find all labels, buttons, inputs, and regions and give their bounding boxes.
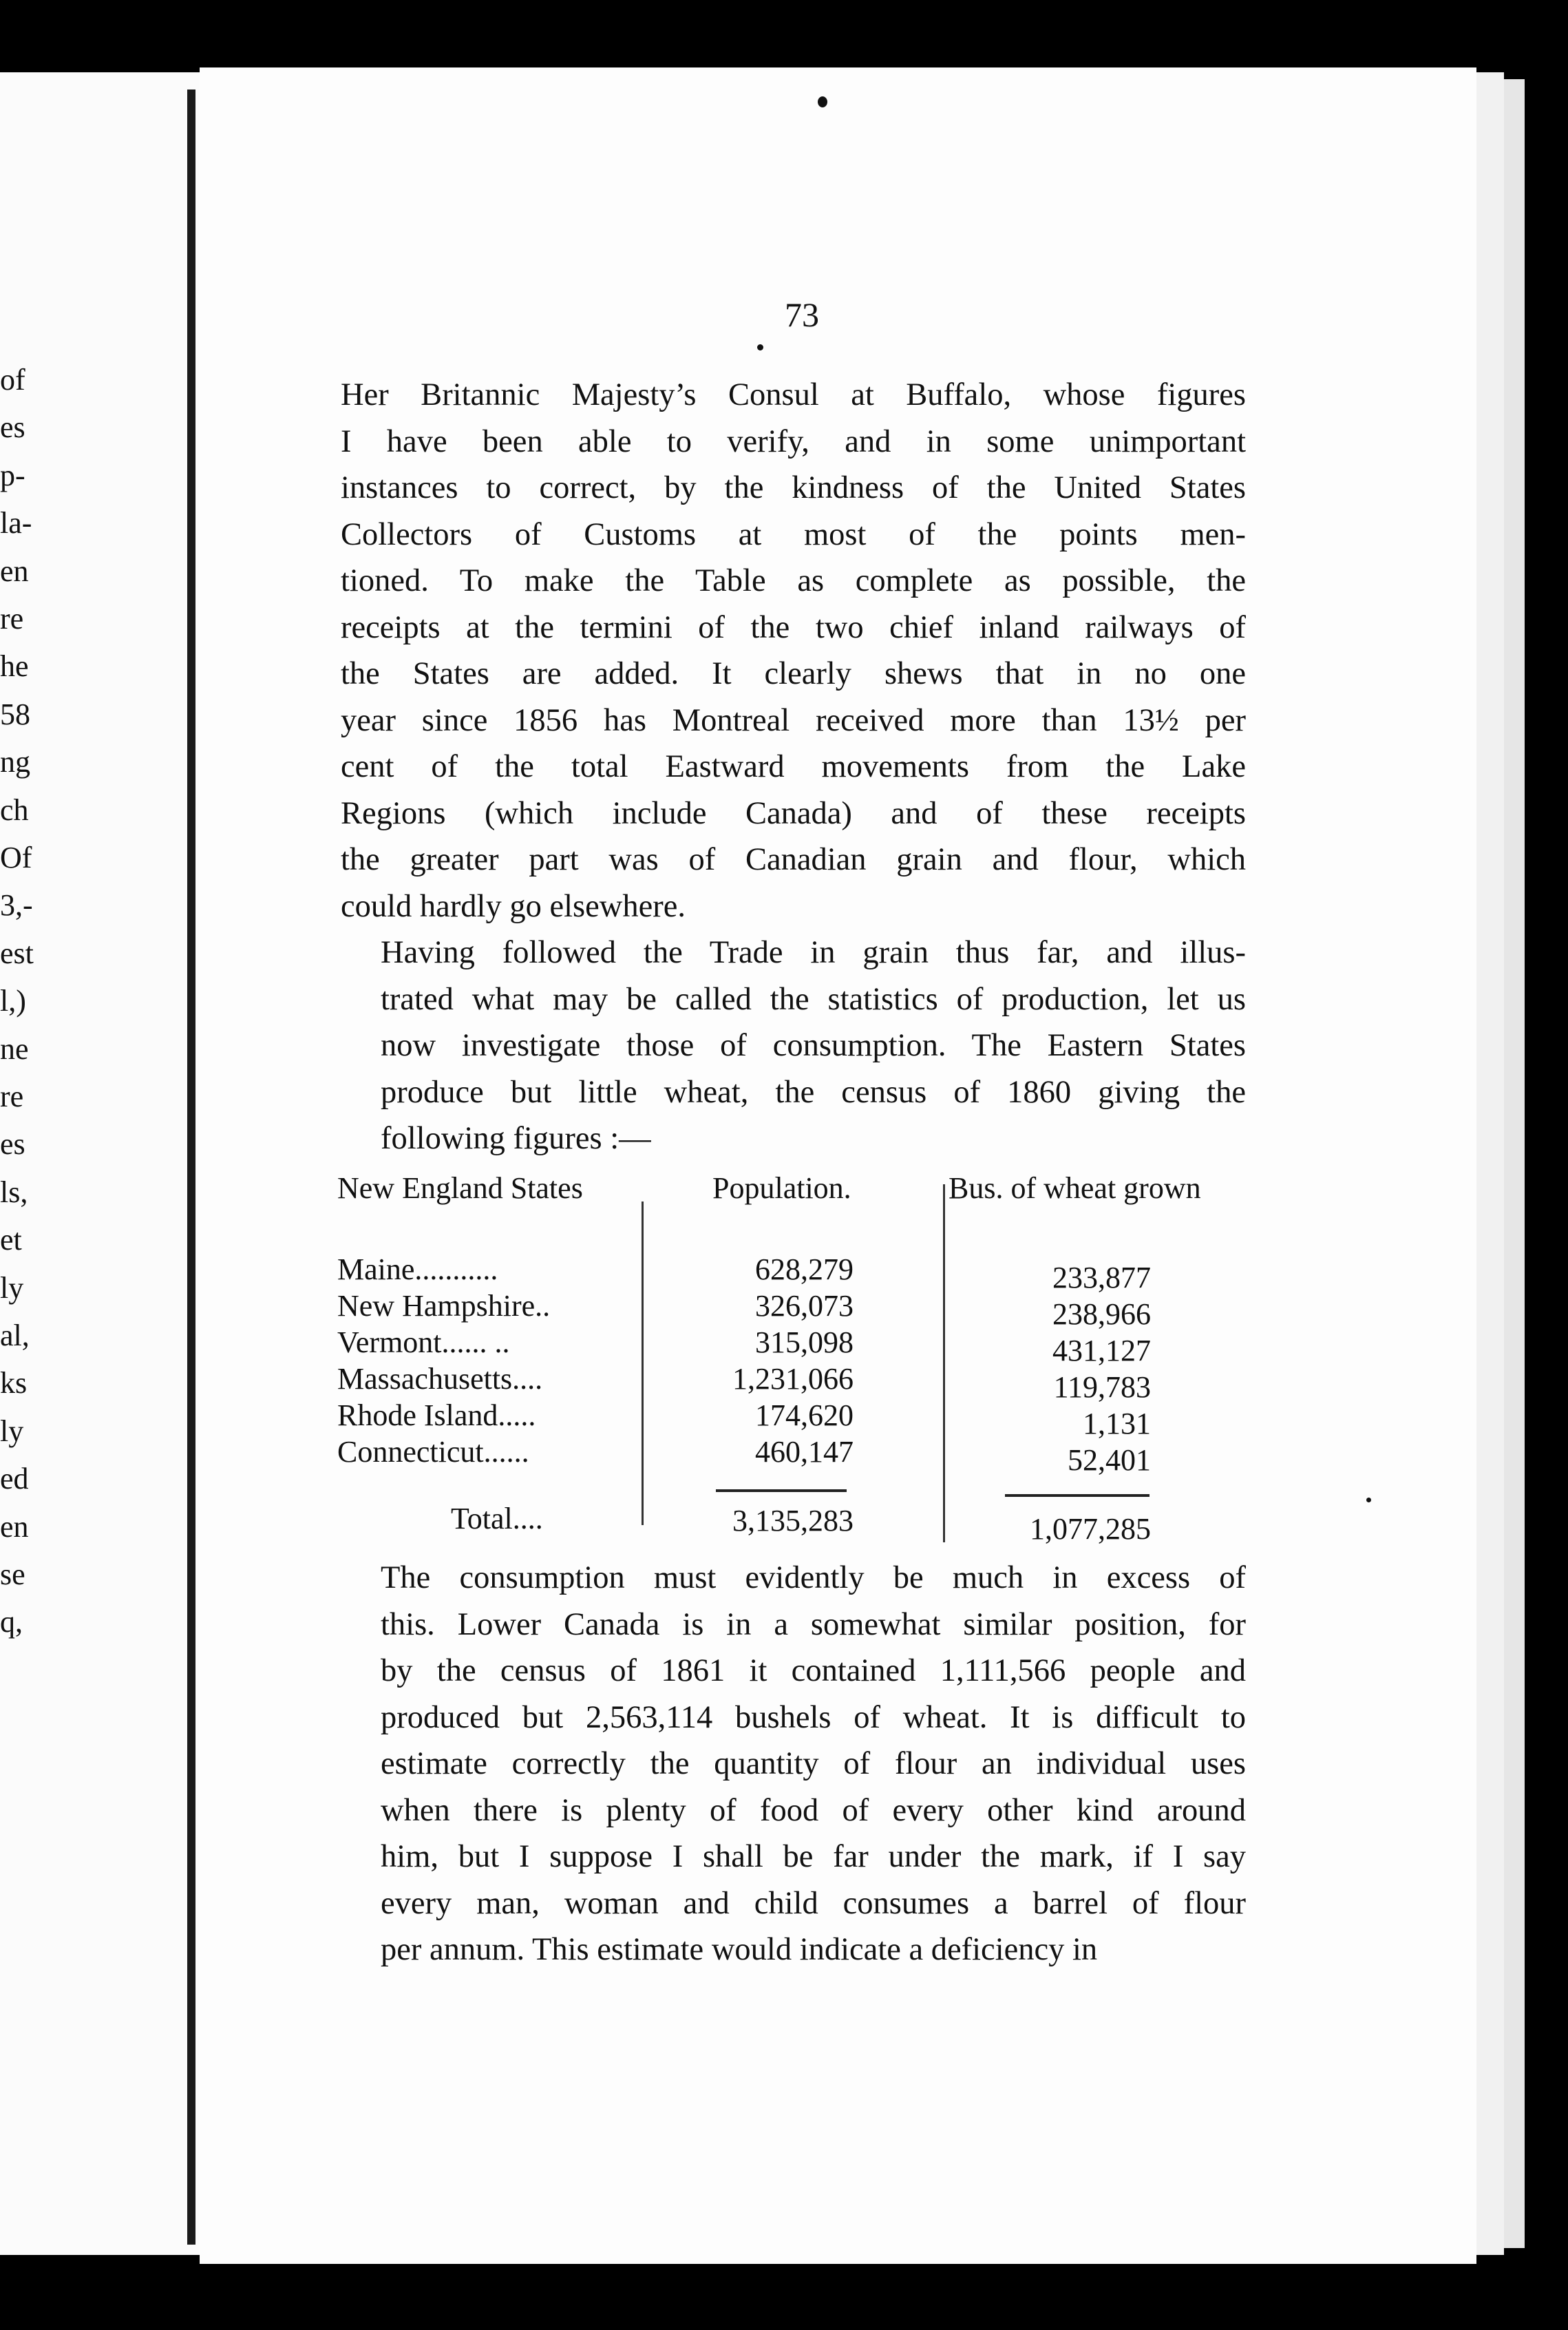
- table-cell-wheat: 52,401: [1068, 1443, 1151, 1477]
- text-line: following figures :—: [381, 1121, 651, 1156]
- paragraph-1-text: [341, 372, 1246, 930]
- table-cell-state: Maine...........: [337, 1252, 498, 1286]
- text-line: the States are added. It clearly shews that in no one: [341, 656, 1246, 691]
- table-cell-state: New Hampshire..: [337, 1289, 551, 1323]
- table-cell-population: 315,098: [755, 1325, 854, 1359]
- table-cell-wheat: 1,131: [1083, 1407, 1151, 1440]
- table-cell-population: 460,147: [755, 1435, 854, 1469]
- margin-fragment: of: [0, 363, 25, 397]
- text-line: Regions (which include Canada) and of these receipts: [341, 795, 1246, 831]
- text-line: instances to correct, by the kindness of the United States: [341, 470, 1246, 505]
- total-label: Total....: [451, 1502, 543, 1535]
- margin-fragment: ls,: [0, 1175, 28, 1209]
- margin-fragment: al,: [0, 1319, 30, 1352]
- table-cell-state: Rhode Island.....: [337, 1398, 536, 1432]
- margin-fragment: est: [0, 936, 34, 970]
- text-line: the greater part was of Canadian grain and flour, which: [341, 842, 1246, 877]
- margin-fragment: en: [0, 554, 29, 588]
- margin-fragment: 58: [0, 697, 30, 731]
- table-cell-state: Vermont...... ..: [337, 1325, 510, 1359]
- page-edge: [1476, 72, 1504, 2255]
- table-cell-wheat: 238,966: [1052, 1297, 1151, 1331]
- table-cell-population: 326,073: [755, 1289, 854, 1323]
- text-line: The consumption must evidently be much in excess of: [381, 1560, 1246, 1595]
- paragraph-2-text: [341, 930, 1246, 1162]
- header-population: Population.: [712, 1171, 851, 1205]
- table-cell-state: Connecticut......: [337, 1435, 529, 1469]
- margin-fragment: l,): [0, 984, 26, 1018]
- margin-fragment: q,: [0, 1605, 23, 1639]
- margin-fragment: en: [0, 1509, 29, 1544]
- text-line: Collectors of Customs at most of the points men-: [341, 516, 1246, 552]
- margin-fragment: ly: [0, 1414, 24, 1448]
- margin-fragment: es: [0, 410, 25, 445]
- wheat-total-rule: [1005, 1494, 1149, 1497]
- text-line: Having followed the Trade in grain thus far, and illus-: [381, 935, 1246, 970]
- paragraph-3-text: [341, 1555, 1246, 1973]
- margin-fragment: et: [0, 1223, 22, 1257]
- table-cell-state: Massachusetts....: [337, 1362, 543, 1396]
- text-line: produced but 2,563,114 bushels of wheat. It is difficult to: [381, 1699, 1246, 1735]
- text-line: I have been able to verify, and in some unimportant: [341, 423, 1246, 459]
- margin-fragment: ks: [0, 1366, 28, 1400]
- population-total-rule: [716, 1489, 847, 1492]
- total-wheat: 1,077,285: [1030, 1512, 1151, 1546]
- page-edge-shadow: [1504, 79, 1525, 2248]
- ink-speck: [757, 344, 763, 350]
- facing-page-fragment: [0, 72, 200, 2255]
- margin-fragment: ne: [0, 1031, 29, 1066]
- ink-speck: [818, 96, 827, 107]
- text-line: receipts at the termini of the two chief inland railways of: [341, 609, 1246, 645]
- total-population: 3,135,283: [732, 1504, 854, 1537]
- header-wheat: Bus. of wheat grown: [949, 1171, 1201, 1205]
- margin-fragment: se: [0, 1557, 25, 1591]
- book-gutter: [187, 90, 195, 2245]
- text-line: trated what may be called the statistics of production, let us: [381, 981, 1246, 1017]
- text-line: by the census of 1861 it contained 1,111,566 people and: [381, 1653, 1246, 1688]
- margin-fragment: la-: [0, 506, 32, 540]
- paragraph-1: [341, 372, 1246, 930]
- text-line: cent of the total Eastward movements from the Lake: [341, 749, 1246, 784]
- margin-fragment: he: [0, 649, 29, 684]
- margin-fragment: 3,-: [0, 888, 33, 923]
- paragraph-3: [341, 1555, 1246, 1973]
- table-cell-wheat: 431,127: [1052, 1334, 1151, 1367]
- text-line: could hardly go elsewhere.: [341, 888, 686, 924]
- text-line: him, but I suppose I shall be far under the mark, if I say: [381, 1839, 1246, 1874]
- margin-fragment: re: [0, 602, 24, 636]
- table-cell-population: 174,620: [755, 1398, 854, 1432]
- table-cell-population: 1,231,066: [732, 1362, 854, 1396]
- text-line: year since 1856 has Montreal received more than 13½ per: [341, 702, 1246, 738]
- text-line: tioned. To make the Table as complete as possible, the: [341, 563, 1246, 598]
- margin-fragment: es: [0, 1127, 25, 1162]
- ink-speck: [1366, 1498, 1371, 1502]
- margin-fragment: ly: [0, 1270, 24, 1305]
- margin-fragment: p-: [0, 458, 25, 492]
- paragraph-2: [341, 930, 1246, 1162]
- text-line: now investigate those of consumption. The Eastern States: [381, 1028, 1246, 1063]
- page-number: 73: [785, 295, 819, 334]
- column-divider: [943, 1184, 945, 1542]
- text-line: produce but little wheat, the census of 1860 giving the: [381, 1074, 1246, 1110]
- text-line: when there is plenty of food of every other kind around: [381, 1792, 1246, 1828]
- table-cell-wheat: 119,783: [1053, 1370, 1151, 1404]
- table-cell-population: 628,279: [755, 1252, 854, 1286]
- text-line: every man, woman and child consumes a barrel of flour: [381, 1885, 1246, 1921]
- column-divider: [642, 1201, 644, 1525]
- margin-fragment: ch: [0, 793, 29, 827]
- text-line: this. Lower Canada is in a somewhat similar position, for: [381, 1606, 1246, 1642]
- table-cell-wheat: 233,877: [1052, 1261, 1151, 1294]
- text-line: estimate correctly the quantity of flour an individual uses: [381, 1746, 1246, 1781]
- margin-fragment: Of: [0, 841, 32, 874]
- margin-fragment: ed: [0, 1462, 29, 1496]
- margin-fragment: ng: [0, 745, 30, 779]
- margin-fragment: re: [0, 1080, 24, 1113]
- text-line: Her Britannic Majesty’s Consul at Buffalo, whose figures: [341, 377, 1246, 412]
- text-line: per annum. This estimate would indicate a deficiency in: [381, 1932, 1098, 1967]
- header-state: New England States: [337, 1171, 583, 1205]
